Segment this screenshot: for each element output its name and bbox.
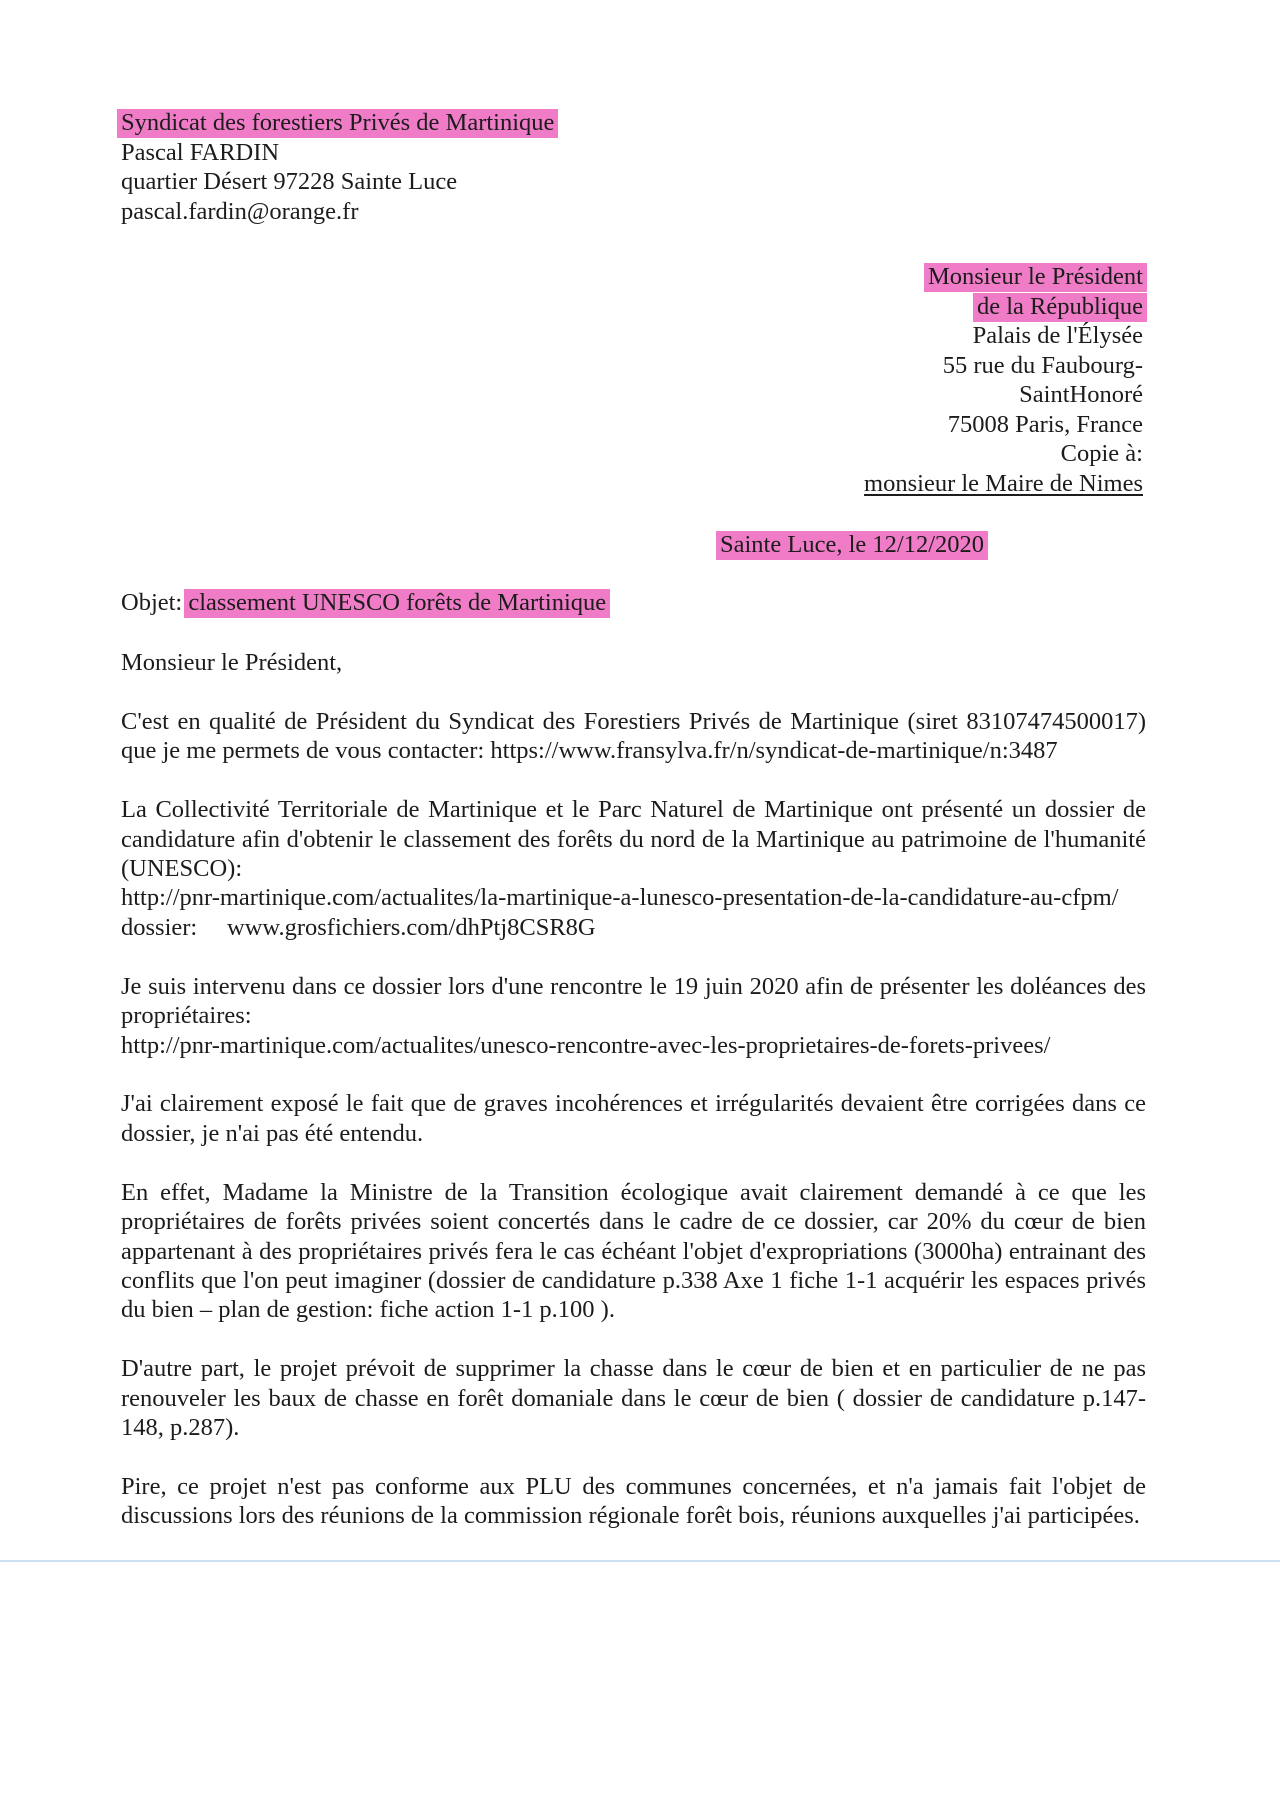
candidature-link: http://pnr-martinique.com/actualites/la-martinique-a-lunesco-presentation-de-la-candidature-au-cfpm/ xyxy=(121,884,1119,912)
letter-date: Sainte Luce, le 12/12/2020 xyxy=(716,531,988,560)
sender-block xyxy=(121,108,554,226)
dossier-line xyxy=(121,913,1146,942)
paragraph-4: J'ai clairement exposé le fait que de graves incohérences et irrégularités devaient être corrigées dans ce dossier, je n'ai pas été entendu. xyxy=(121,1090,1146,1147)
salutation: Monsieur le Président, xyxy=(121,649,343,676)
recipient-block xyxy=(820,262,1143,498)
sender-email: pascal.fardin@orange.fr xyxy=(121,197,359,225)
copy-recipient: monsieur le Maire de Nimes xyxy=(864,469,1143,497)
sender-address: quartier Désert 97228 Sainte Luce xyxy=(121,168,458,195)
paragraph-3 xyxy=(121,972,1146,1060)
paragraph-7: Pire, ce projet n'est pas conforme aux PLU des communes concernées, et n'a jamais fait l'objet de discussions lors des réunions de la commission régionale forêt bois, réunions auxquelles j'ai participées. xyxy=(121,1473,1146,1530)
dossier-link: www.grosfichiers.com/dhPtj8CSR8G xyxy=(227,913,596,941)
paragraph-1: C'est en qualité de Président du Syndicat des Forestiers Privés de Martinique (siret 83107474500017) que je me permets de vous contacter: https://www.fransylva.fr/n/syndicat-de-martinique/n:3487 xyxy=(121,707,1146,765)
paragraph-2-text: La Collectivité Territoriale de Martinique et le Parc Naturel de Martinique ont présenté un dossier de candidature afin d'obtenir le classement des forêts du nord de la Martinique au patrimoine de l'humanité (UNESCO): xyxy=(121,796,1146,883)
recipient-line-1: Monsieur le Président xyxy=(924,263,1147,292)
sender-organization: Syndicat des forestiers Privés de Martinique xyxy=(117,109,558,138)
paragraph-2 xyxy=(121,795,1146,942)
meeting-link: http://pnr-martinique.com/actualites/unesco-rencontre-avec-les-proprietaires-de-forets-privees/ xyxy=(121,1031,1051,1059)
paragraph-5: En effet, Madame la Ministre de la Transition écologique avait clairement demandé à ce que les propriétaires de forêts privées soient concertés dans le cadre de ce dossier, car 20% du cœur de bien appartenant à des propriétaires privés fera le cas échéant l'objet d'expropriations (3000ha) entrainant des conflits que l'on peut imaginer (dossier de candidature p.338 Axe 1 fiche 1-1 acquérir les espaces privés du bien – plan de gestion: fiche action 1-1 p.100 ). xyxy=(121,1178,1146,1324)
letter-body xyxy=(121,648,1146,1560)
paragraph-3-text: Je suis intervenu dans ce dossier lors d'une rencontre le 19 juin 2020 afin de présenter les doléances des propriétaires: xyxy=(121,972,1146,1030)
subject-label: Objet: xyxy=(121,589,183,616)
copy-label: Copie à: xyxy=(1060,440,1143,467)
date-line xyxy=(720,530,984,559)
recipient-line-3: Palais de l'Élysée xyxy=(972,322,1143,349)
sender-name: Pascal FARDIN xyxy=(121,138,280,166)
recipient-line-4: 55 rue du Faubourg- xyxy=(942,351,1143,379)
recipient-line-5: SaintHonoré xyxy=(1019,381,1143,408)
recipient-line-6: 75008 Paris, France xyxy=(947,410,1143,438)
dossier-label: dossier: xyxy=(121,913,198,941)
paragraph-6: D'autre part, le projet prévoit de supprimer la chasse dans le cœur de bien et en particulier de ne pas renouveler les baux de chasse en forêt domaniale dans le cœur de bien ( dossier de candidature p.147-148, p.287). xyxy=(121,1355,1146,1442)
subject-line xyxy=(121,588,606,617)
subject-text: classement UNESCO forêts de Martinique xyxy=(184,589,610,618)
recipient-line-2: de la République xyxy=(973,293,1147,322)
